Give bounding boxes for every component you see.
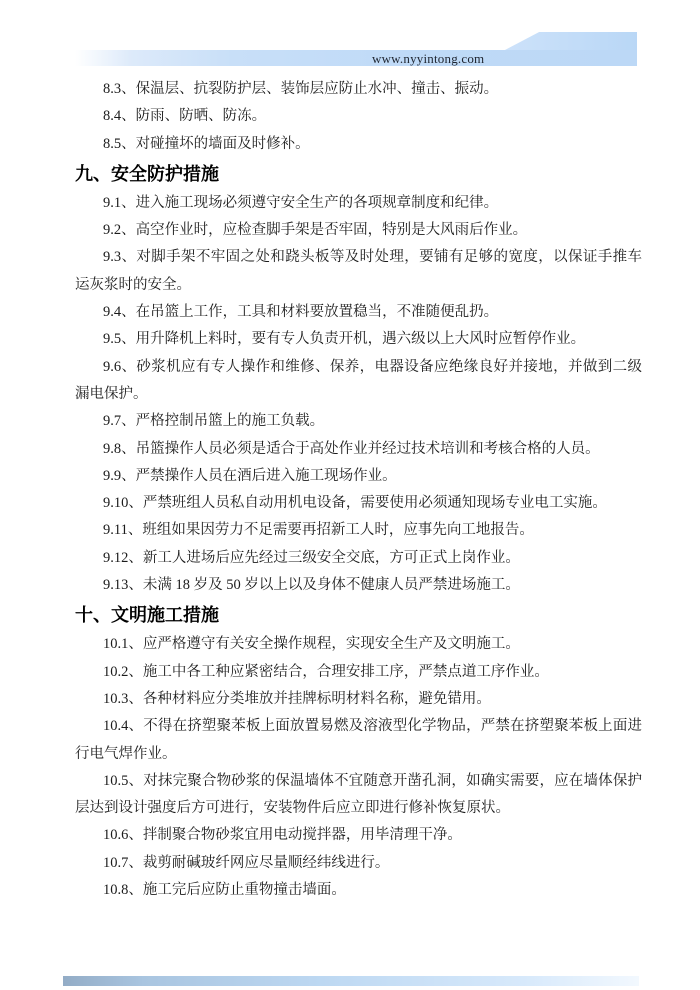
paragraph: 9.11、班组如果因劳力不足需要再招新工人时，应事先向工地报告。 [103, 522, 534, 539]
header-corner-shape [503, 32, 637, 51]
header-band [75, 50, 637, 66]
paragraph: 9.12、新工人进场后应先经过三级安全交底，方可正式上岗作业。 [103, 549, 520, 566]
paragraph: 9.7、严格控制吊篮上的施工负载。 [103, 413, 325, 430]
paragraph: 9.4、在吊篮上工作，工具和材料要放置稳当，不准随便乱扔。 [103, 304, 499, 321]
paragraph: 9.9、严禁操作人员在酒后进入施工现场作业。 [103, 467, 397, 484]
paragraph: 9.8、吊篮操作人员必须是适合于高处作业并经过技术培训和考核合格的人员。 [103, 440, 600, 457]
paragraph: 10.6、拌制聚合物砂浆宜用电动搅拌器，用毕清理干净。 [103, 827, 462, 844]
paragraph: 9.3、对脚手架不牢固之处和跷头板等及时处理，要铺有足够的宽度，以保证手推车运灰浆时的安全。 [75, 249, 642, 293]
paragraph: 9.2、高空作业时，应检查脚手架是否牢固，特别是大风雨后作业。 [103, 222, 528, 239]
paragraph: 10.3、各种材料应分类堆放并挂牌标明材料名称，避免错用。 [103, 690, 491, 707]
paragraph: 9.6、砂浆机应有专人操作和维修、保养，电器设备应绝缘良好并接地，并做到二级漏电保护。 [75, 358, 642, 402]
paragraph: 10.5、对抹完聚合物砂浆的保温墙体不宜随意开凿孔洞，如确实需要，应在墙体保护层达到设计强度后方可进行，安装物件后应立即进行修补恢复原状。 [75, 772, 642, 817]
section-heading: 九、安全防护措施 [75, 163, 219, 184]
page-header [0, 0, 700, 76]
paragraph: 9.1、进入施工现场必须遵守安全生产的各项规章制度和纪律。 [103, 194, 499, 211]
paragraph: 9.13、未满 18 岁及 50 岁以上以及身体不健康人员严禁进场施工。 [103, 577, 520, 594]
paragraph: 10.1、应严格遵守有关安全操作规程，实现安全生产及文明施工。 [103, 636, 520, 653]
section-heading: 十、文明施工措施 [75, 605, 219, 626]
paragraph: 10.7、裁剪耐碱玻纤网应尽量顺经纬线进行。 [103, 854, 390, 871]
document-body [75, 76, 642, 904]
paragraph: 8.5、对碰撞坏的墙面及时修补。 [103, 135, 310, 152]
paragraph: 8.4、防雨、防晒、防冻。 [103, 108, 267, 125]
site-url-watermark: www.nyyintong.com [372, 51, 485, 66]
paragraph: 10.2、施工中各工种应紧密结合，合理安排工序，严禁点道工序作业。 [103, 663, 549, 680]
paragraph: 10.8、施工完后应防止重物撞击墙面。 [103, 882, 346, 899]
footer-band [63, 976, 639, 986]
paragraph: 10.4、不得在挤塑聚苯板上面放置易燃及溶液型化学物品，严禁在挤塑聚苯板上面进行电气焊作业。 [75, 718, 642, 762]
paragraph: 9.5、用升降机上料时，要有专人负责开机，遇六级以上大风时应暂停作业。 [103, 331, 586, 348]
paragraph: 8.3、保温层、抗裂防护层、装饰层应防止水冲、撞击、振动。 [103, 81, 499, 97]
paragraph: 9.10、严禁班组人员私自动用机电设备，需要使用必须通知现场专业电工实施。 [103, 495, 607, 512]
